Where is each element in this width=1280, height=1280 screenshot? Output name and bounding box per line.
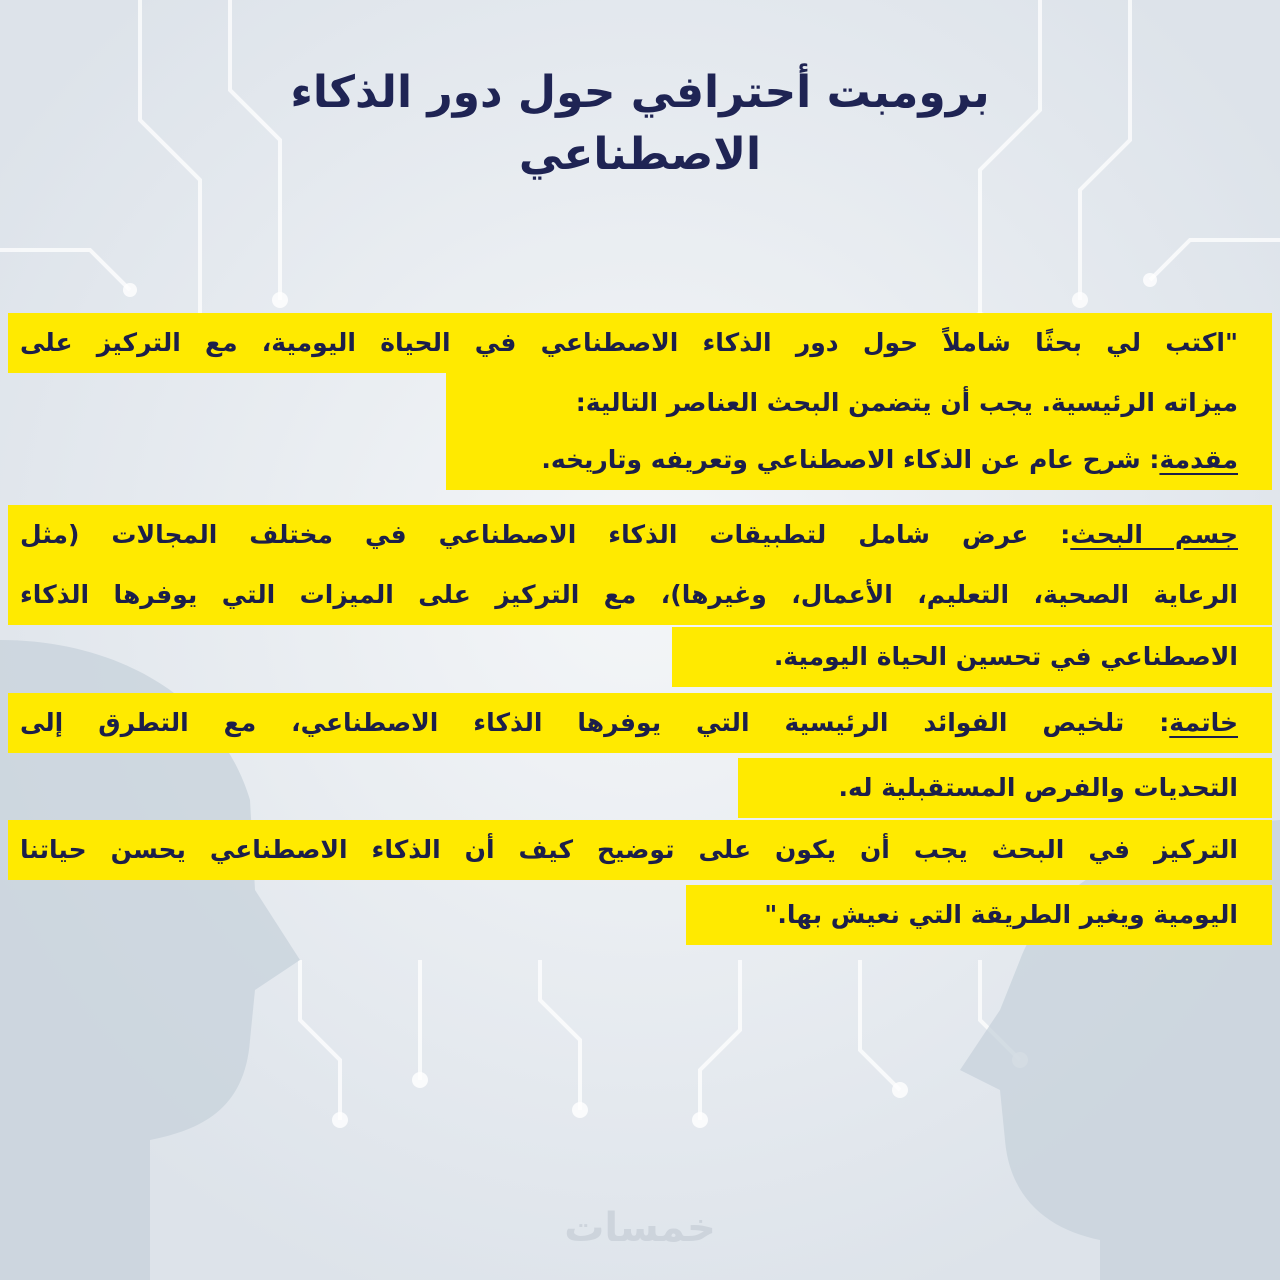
intro-text: : شرح عام عن الذكاء الاصطناعي وتعريفه وتاريخه.: [541, 445, 1160, 474]
conclusion-label: خاتمة: [1169, 708, 1238, 737]
prompt-conclusion-line-2: التحديات والفرص المستقبلية له.: [738, 758, 1272, 818]
prompt-focus-line-2: اليومية ويغير الطريقة التي نعيش بها.": [686, 885, 1272, 945]
prompt-line-1: "اكتب لي بحثًا شاملاً حول دور الذكاء الاصطناعي في الحياة اليومية، مع التركيز على: [8, 313, 1272, 373]
prompt-line-2: ميزاته الرئيسية. يجب أن يتضمن البحث العناصر التالية:: [446, 373, 1272, 433]
prompt-conclusion-line-1: [8, 693, 1272, 753]
title-line-1: برومبت أحترافي حول دور الذكاء: [290, 67, 990, 118]
prompt-body-line-3: الاصطناعي في تحسين الحياة اليومية.: [672, 627, 1272, 687]
prompt-intro-line: [446, 430, 1272, 490]
prompt-body-line-2: الرعاية الصحية، التعليم، الأعمال، وغيرها)، مع التركيز على الميزات التي يوفرها الذكاء: [8, 565, 1272, 625]
title-line-2: الاصطناعي: [518, 129, 762, 180]
prompt-focus-line-1: التركيز في البحث يجب أن يكون على توضيح كيف أن الذكاء الاصطناعي يحسن حياتنا: [8, 820, 1272, 880]
body-text: : عرض شامل لتطبيقات الذكاء الاصطناعي في مختلف المجالات (مثل: [20, 520, 1071, 549]
page-title: [140, 62, 1140, 186]
intro-label: مقدمة: [1159, 445, 1238, 474]
conclusion-text: : تلخيص الفوائد الرئيسية التي يوفرها الذكاء الاصطناعي، مع التطرق إلى: [20, 708, 1170, 737]
watermark-logo: خمسات: [564, 1205, 716, 1251]
body-label: جسم البحث: [1070, 520, 1238, 549]
prompt-body-line-1: [8, 505, 1272, 565]
